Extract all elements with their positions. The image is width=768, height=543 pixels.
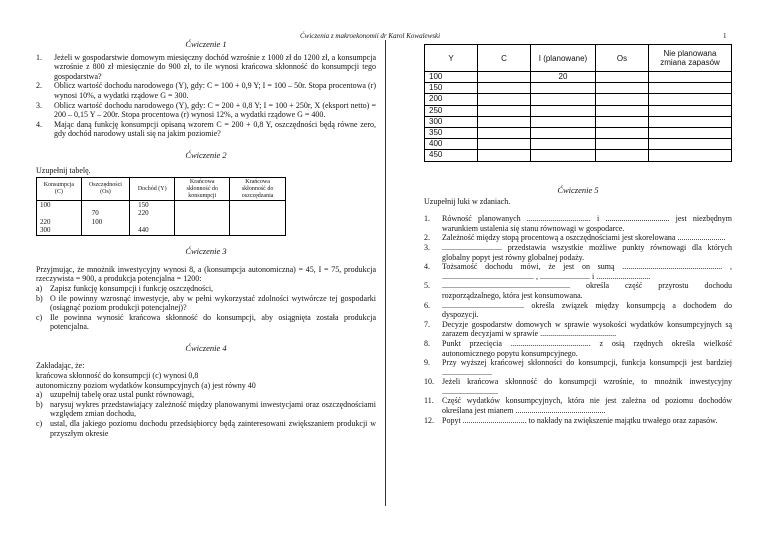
item-letter: c)	[36, 312, 43, 322]
item-text: Zależność między stopą procentową a oszczędnościami jest skorelowana ........................	[442, 233, 726, 243]
exercise-2-title: Ćwiczenie 2	[185, 149, 227, 160]
cell	[649, 139, 732, 150]
item-text: O ile powinny wzrosnąć inwestycje, aby w pełni wykorzystać zdolności wytwórcze tej gospodarki (osiągnąć poziom produkcji potencjalnej)?	[50, 293, 376, 313]
item-text: Jeżeli krańcowa skłonność do konsumpcji wzrośnie, to mnożnik inwestycyjny ............................	[442, 377, 732, 396]
list-item	[36, 294, 376, 313]
list-item	[424, 243, 732, 262]
income-cell: 450	[425, 150, 478, 161]
column-header: Y	[425, 45, 478, 72]
item-number: 1.	[36, 52, 42, 62]
exercise-4-title: Ćwiczenie 4	[185, 342, 227, 353]
cell	[596, 139, 649, 150]
item-number: 8.	[424, 338, 430, 348]
running-header: Ćwiczenia z makroekonomii dr Karol Kowalewski	[300, 32, 441, 40]
item-text: Mając daną funkcję konsumpcji opisaną wzorem C = 200 + 0,8 Y, oszczędności będą równe zero, gdy dochód narodowy ustali się na jakim poziomie?	[54, 119, 376, 139]
table-row	[425, 105, 732, 116]
cell	[478, 72, 531, 83]
table-header-row	[37, 178, 286, 201]
cell-value: 220	[138, 209, 149, 218]
savings-cell	[81, 201, 129, 236]
item-number: 2.	[36, 81, 42, 91]
item-number: 3.	[424, 242, 430, 252]
item-number: 3.	[36, 100, 42, 110]
list-item	[36, 81, 376, 100]
cell-value: 100	[91, 217, 103, 226]
item-text: Część wydatków konsumpcyjnych, która nie jest zależna od poziomu dochodów określana jest mianem .............................................	[442, 396, 732, 416]
column-header: Konsumpcja (C)	[37, 178, 82, 201]
list-item	[424, 301, 732, 320]
table-row	[425, 127, 732, 138]
list-item	[424, 339, 732, 358]
list-item	[36, 400, 376, 419]
cell-value: 100	[40, 201, 51, 210]
income-cell: 300	[425, 116, 478, 127]
cell-value: 220	[40, 217, 51, 226]
table-row	[425, 139, 732, 150]
table-row	[37, 201, 286, 236]
list-item	[424, 358, 732, 377]
item-number: 6.	[424, 300, 430, 310]
item-text: ustal, dla jakiego poziomu dochodu przedsiębiorcy będą zainteresowani zwiększaniem produkcji w przyszłym okresie	[50, 419, 376, 438]
cell	[478, 105, 531, 116]
column-header: Dochód (Y)	[130, 178, 175, 201]
cell	[531, 127, 596, 138]
exercise-3-intro: Przyjmując, że mnożnik inwestycyjny wynosi 8, a (konsumpcja autonomiczna) = 45, I = 75, produkcja rzeczywista = 900, a produkcja potencjalna = 1200:	[36, 264, 376, 284]
cell	[649, 72, 732, 83]
income-cell: 350	[425, 127, 478, 138]
column-header: Nie planowana zmiana zapasów	[649, 45, 732, 72]
exercise-5-list	[424, 214, 732, 425]
cell	[478, 127, 531, 138]
exercise-4-table	[424, 44, 732, 162]
table-row	[425, 83, 732, 94]
list-item	[36, 284, 376, 294]
income-cell: 100	[425, 72, 478, 83]
exercise-2-table	[36, 177, 286, 236]
cell-value: 440	[138, 226, 149, 235]
item-letter: c)	[36, 419, 43, 429]
list-item	[424, 320, 732, 339]
exercise-3-title: Ćwiczenie 3	[185, 246, 227, 257]
list-item	[36, 120, 376, 139]
mpc-cell	[175, 201, 230, 236]
column-header: Krańcowa skłonność do konsumpcji	[175, 178, 230, 201]
cell-value: 300	[40, 226, 51, 235]
right-column	[424, 186, 732, 425]
cell	[531, 139, 596, 150]
item-letter: a)	[36, 390, 43, 400]
cell	[531, 83, 596, 94]
item-text: uzupełnij tabelę oraz ustal punkt równowagi,	[50, 390, 194, 400]
list-item	[36, 419, 376, 438]
cell-value: 150	[138, 201, 149, 210]
exercise-1-list	[36, 53, 376, 139]
item-text: narysuj wykres przedstawiający zależność między planowanymi inwestycjami oraz oszczędnościami względem zmian dochodu,	[50, 399, 376, 419]
cell	[596, 83, 649, 94]
income-cell: 250	[425, 105, 478, 116]
item-number: 10.	[424, 377, 434, 387]
cell	[531, 150, 596, 161]
cell	[531, 94, 596, 105]
cell	[478, 139, 531, 150]
item-text: .............................. przedstawia wszystkie możliwe punkty równowagi dla których globalny popyt jest równy globalnej podaży.	[442, 242, 732, 262]
income-cell: 150	[425, 83, 478, 94]
item-text: Oblicz wartość dochodu narodowego (Y), gdy: C = 100 + 0,9 Y; I = 100 – 50r. Stopa procentowa (r) wynosi 10%, a wydatki rządowe G = 300.	[54, 81, 376, 100]
list-item	[424, 281, 732, 300]
exercise-5-intro: Uzupełnij luki w zdaniach.	[424, 196, 511, 206]
cell	[596, 105, 649, 116]
item-text: Jeżeli w gospodarstwie domowym miesięczny dochód wzrośnie z 1000 zł do 1200 zł, a konsumpcja wzrośnie z 800 zł miesięcznie do 900 zł, to ile wynosi krańcowa skłonność do konsumpcji tego gospodarstwa?	[54, 52, 376, 81]
item-letter: b)	[36, 293, 43, 303]
list-item	[424, 396, 732, 415]
page-number: 1	[723, 32, 727, 40]
cell	[649, 105, 732, 116]
cell	[649, 150, 732, 161]
left-column	[36, 40, 376, 438]
exercise-3-list	[36, 284, 376, 332]
cell-value	[40, 209, 78, 217]
item-text: Zapisz funkcję konsumpcji i funkcję oszczędności,	[50, 283, 214, 293]
column-divider	[385, 40, 386, 506]
item-number: 4.	[36, 119, 42, 129]
exercise-4-intro	[36, 361, 376, 390]
cell	[649, 94, 732, 105]
list-item	[424, 214, 732, 233]
intro-line: krańcowa skłonność do konsumpcji (c) wynosi 0,8	[36, 371, 199, 381]
exercise-4-list	[36, 390, 376, 438]
column-header: Os	[596, 45, 649, 72]
list-item	[424, 233, 732, 243]
item-letter: b)	[36, 399, 43, 409]
intro-line: autonomiczny poziom wydatków konsumpcyjnych (a) jest równy 40	[36, 380, 256, 390]
item-text: Oblicz wartość dochodu narodowego (Y), gdy: C = 200 + 0,8 Y; I = 100 + 250r, X (eksport netto) = 200 – 0,15 Y – 200r. Stopa procentowa (r) wynosi 12%, a wydatki rządowe G = 400.	[54, 100, 376, 120]
list-item	[424, 416, 732, 426]
item-text: Popyt ................................ to nakłady na zwiększenie majątku trwałego oraz zapasów.	[442, 415, 718, 425]
column-header: I (planowane)	[531, 45, 596, 72]
cell	[596, 127, 649, 138]
item-number: 9.	[424, 358, 430, 368]
list-item	[36, 53, 376, 82]
list-item	[424, 377, 732, 396]
exercise-1-title: Ćwiczenie 1	[185, 39, 227, 49]
intro-line: Zakładając, że:	[36, 361, 85, 371]
item-number: 4.	[424, 262, 430, 272]
item-text: Decyzje gospodarstw domowych w sprawie wysokości wydatków konsumpcyjnych są zarazem decyzjami w sprawie ......................................	[442, 319, 732, 339]
cell-value	[92, 201, 126, 209]
table-row	[425, 150, 732, 161]
column-header: Oszczędności (Os)	[81, 178, 129, 201]
cell	[478, 94, 531, 105]
cell	[531, 105, 596, 116]
item-text: ......................................... określa związek między konsumpcją a dochodem do dyspozycji.	[442, 300, 732, 320]
income-cell	[130, 201, 175, 236]
cell	[478, 150, 531, 161]
item-number: 11.	[424, 396, 434, 406]
list-item	[36, 101, 376, 120]
cell	[649, 127, 732, 138]
column-header: Krańcowa skłonność do oszczędzania	[230, 178, 286, 201]
consumption-cell	[37, 201, 82, 236]
cell-value: 70	[91, 209, 99, 218]
item-text: Ile powinna wynosić krańcowa skłonność do konsumpcji, aby osiągnięta została produkcja potencjalna.	[50, 312, 376, 332]
income-cell: 200	[425, 94, 478, 105]
table-header-row	[425, 45, 732, 72]
item-number: 1.	[424, 214, 430, 224]
item-text: ................................................................ określa część przyrostu dochodu rozporządzalnego, która jest konsumowana.	[442, 281, 732, 300]
cell-value	[92, 226, 126, 234]
item-text: Tożsamość dochodu mówi, że jest on sumą .................................................. , .............................................. , ......................... i ...........................	[442, 262, 732, 281]
item-number: 2.	[424, 233, 430, 243]
item-number: 12.	[424, 415, 434, 425]
table-row	[425, 72, 732, 83]
cell	[596, 116, 649, 127]
cell	[596, 94, 649, 105]
item-text: Punkt przecięcia ........................................ z osią rzędnych określa wielkość autonomicznego popytu konsumpcyjnego.	[442, 338, 732, 358]
cell	[596, 150, 649, 161]
item-number: 7.	[424, 319, 430, 329]
cell	[596, 72, 649, 83]
exercise-5-title: Ćwiczenie 5	[557, 185, 599, 195]
table-row	[425, 94, 732, 105]
item-text: Przy wyższej krańcowej skłonności do konsumpcji, funkcja konsumpcji jest bardziej .........................	[442, 358, 732, 377]
investment-cell: 20	[531, 72, 596, 83]
table-row	[425, 116, 732, 127]
cell	[478, 116, 531, 127]
cell-value	[138, 218, 171, 226]
list-item	[36, 313, 376, 332]
exercise-2-intro: Uzupełnij tabelę.	[36, 165, 91, 175]
column-header: C	[478, 45, 531, 72]
item-text: Równość planowanych ................................ i ................................ jest niezbędnym warunkiem ustalenia się stanu równowagi w gospodarce.	[442, 214, 732, 233]
list-item	[424, 262, 732, 281]
item-letter: a)	[36, 283, 43, 293]
mps-cell	[230, 201, 286, 236]
cell	[531, 116, 596, 127]
income-cell: 400	[425, 139, 478, 150]
list-item	[36, 390, 376, 400]
cell	[649, 116, 732, 127]
cell	[478, 83, 531, 94]
cell	[649, 83, 732, 94]
item-number: 5.	[424, 281, 430, 291]
